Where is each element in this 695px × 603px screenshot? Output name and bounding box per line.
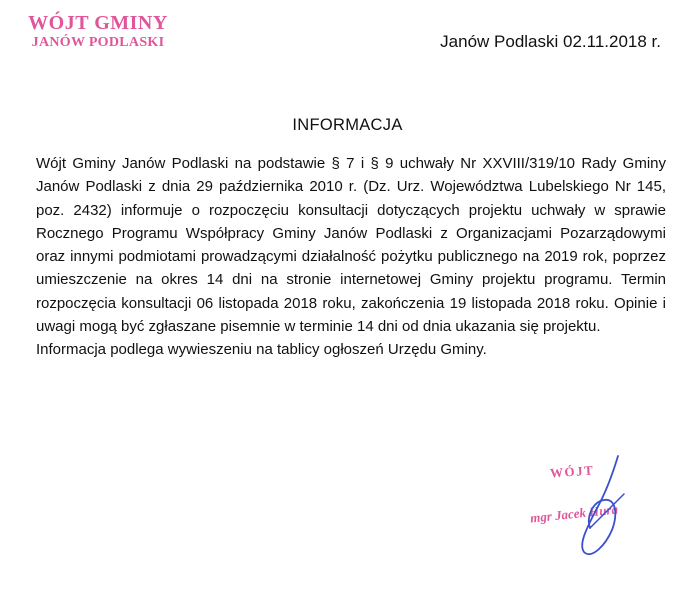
- place-and-date: Janów Podlaski 02.11.2018 r.: [440, 32, 661, 51]
- office-stamp: [18, 12, 178, 52]
- stamp-title: WÓJT GMINY: [28, 12, 168, 34]
- document-body: [36, 152, 666, 362]
- signature-block: [520, 448, 670, 558]
- signature-stamp-title: WÓJT: [549, 462, 595, 481]
- handwritten-signature: [520, 448, 670, 558]
- main-paragraph: Wójt Gminy Janów Podlaski na podstawie § 7 i § 9 uchwały Nr XXVIII/319/10 Rady Gminy Janów Podlaski z dnia 29 października 2010 r. (Dz. Urz. Województwa Lubelskiego Nr 145, poz. 2432) informuje o rozpoczęciu konsultacji dotyczących projektu uchwały w sprawie Rocznego Programu Współpracy Gminy Janów Podlaski z Organizacjami Pozarządowymi oraz innymi podmiotami prowadzącymi działalność pożytku publicznego na 2019 rok, poprzez umieszczenie na okres 14 dni na stronie internetowej Gminy projektu programu. Termin rozpoczęcia konsultacji 06 listopada 2018 roku, zakończenia 19 listopada 2018 roku. Opinie i uwagi mogą być zgłaszane pisemnie w terminie 14 dni od dnia ukazania się projektu.: [36, 155, 666, 336]
- signature-stamp-name: mgr Jacek Hura: [529, 501, 619, 526]
- stamp-subtitle: JANÓW PODLASKI: [31, 35, 165, 50]
- closing-line: Informacja podlega wywieszeniu na tablicy ogłoszeń Urzędu Gminy.: [36, 341, 487, 359]
- document-heading: INFORMACJA: [292, 116, 403, 134]
